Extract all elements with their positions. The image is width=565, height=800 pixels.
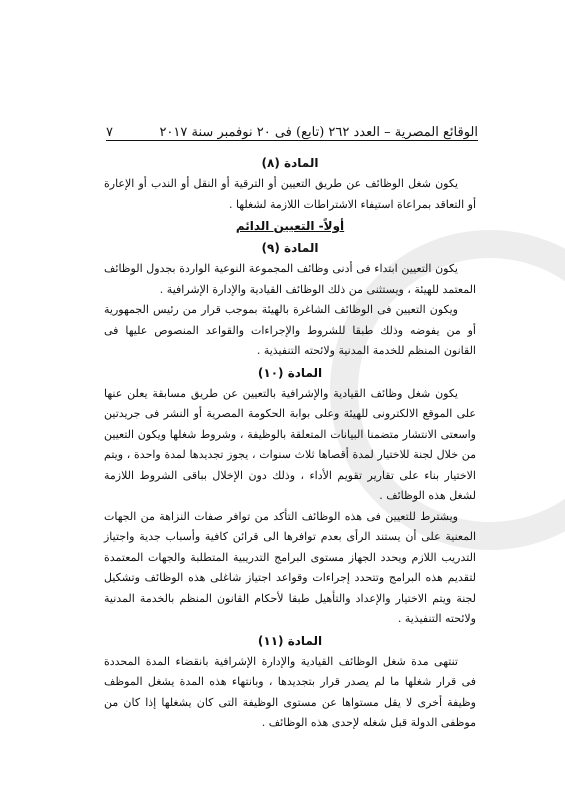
article-9-title: المادة (٩) xyxy=(261,241,319,255)
document-body xyxy=(104,152,476,734)
section-permanent-appointment-title: أولاً- التعيين الدائم xyxy=(235,219,345,233)
article-8-title: المادة (٨) xyxy=(261,156,319,170)
article-10-paragraph-1: يكون شغل وظائف القيادية والإشرافية بالتعيين عن طريق مسابقة يعلن عنها على الموقع الالكترونى للهيئة وعلى بوابة الحكومة المصرية أو النشر فى جريدتين واسعتى الانتشار متضمنا البيانات المتعلقة بالوظيفة ، وشروط شغلها ويكون التعيين من خلال لجنة للاختيار لمدة أقصاها ثلاث سنوات ، يجوز تجديدها لمدة واحدة ، ويتم الاختيار بناء على تقارير تقويم الأداء ، وذلك دون الإخلال بباقى الشروط اللازمة لشغل هذه الوظائف . xyxy=(104,386,476,502)
article-9-paragraph-2: ويكون التعيين فى الوظائف الشاغرة بالهيئة بموجب قرار من رئيس الجمهورية أو من يفوضه وذلك طبقا للشروط والإجراءات والقواعد المنصوص عليها فى القانون المنظم للخدمة المدنية ولائحته التنفيذية . xyxy=(104,303,476,357)
article-11-paragraph-1: تنتهى مدة شغل الوظائف القيادية والإدارة الإشرافية بانقضاء المدة المحددة فى قرار شغلها ما لم يصدر قرار بتجديدها ، وبانتهاء هذه المدة يشغل الموظف وظيفة أخرى لا يقل مستواها عن مستوى الوظيفة التى كان يشغلها إذا كان من موظفى الدولة قبل شغله لإحدى هذه الوظائف . xyxy=(104,654,476,729)
article-10-title: المادة (١٠) xyxy=(257,365,323,380)
page-number: ٧ xyxy=(106,125,113,140)
article-11-title: المادة (١١) xyxy=(257,633,323,648)
header-title: الوقائع المصرية – العدد ٢٦٢ (تابع) فى ٢٠ نوفمبر سنة ٢٠١٧ xyxy=(159,125,478,140)
article-10-paragraph-2: ويشترط للتعيين فى هذه الوظائف التأكد من توافر صفات النزاهة من الجهات المعنية على أن يستند الرأى بعدم توافرها الى قرائن كافية وأسباب جدية واجتياز التدريب اللازم ويحدد الجهاز مستوى البرامج التدريبية المتطلبة والجهات المعتمدة لتقديم هذه البرامج وتتحدد إجراءات وقواعد اجتياز شاغلى هذه الوظائف وتشكيل لجنة ويتم الاختيار والإعداد والتأهيل طبقا لأحكام القانون المنظم بالخدمة المدنية ولائحته التنفيذية . xyxy=(104,509,476,625)
article-8-paragraph-1: يكون شغل الوظائف عن طريق التعيين أو الترقية أو النقل أو الندب أو الإعارة أو التعاقد بمراعاة استيفاء الاشتراطات اللازمة لشغلها . xyxy=(104,177,476,211)
page-header xyxy=(106,118,478,141)
article-9-paragraph-1: يكون التعيين ابتداء فى أدنى وظائف المجموعة النوعية الواردة بجدول الوظائف المعتمد للهيئة ، ويستثنى من ذلك الوظائف القيادية والإدارة الإشرافية . xyxy=(104,262,476,296)
